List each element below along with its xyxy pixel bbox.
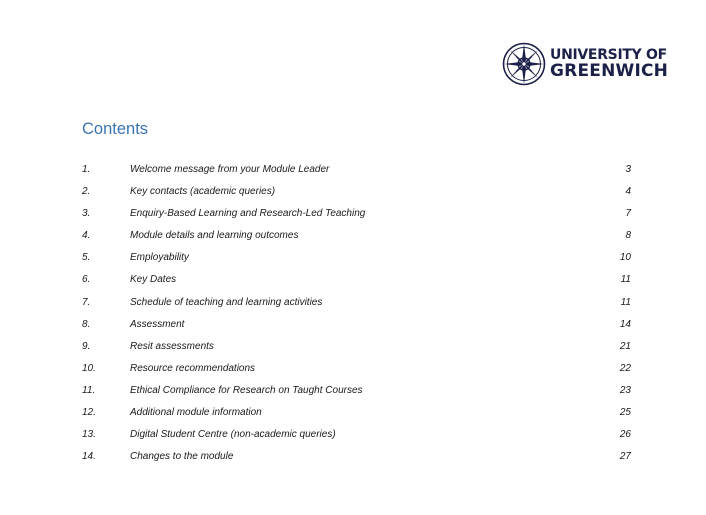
- toc-entry-page-number: 26: [619, 429, 631, 441]
- toc-entry[interactable]: [82, 446, 632, 468]
- toc-entry[interactable]: [82, 159, 632, 181]
- toc-entry-number: 9.: [82, 340, 91, 352]
- compass-rose-icon: [502, 42, 546, 86]
- toc-entry-title[interactable]: Key contacts (academic queries): [130, 186, 276, 198]
- toc-entry[interactable]: [82, 247, 632, 269]
- toc-entry-title[interactable]: Welcome message from your Module Leader: [130, 164, 330, 175]
- toc-entry-title[interactable]: Ethical Compliance for Research on Taught Courses: [130, 384, 363, 396]
- toc-entry-title[interactable]: Resit assessments: [130, 340, 214, 352]
- toc-entry-page-number: 25: [619, 407, 631, 419]
- toc-entry-number: 4.: [82, 230, 91, 242]
- toc-entry-number: 8.: [82, 318, 91, 330]
- toc-entry-title[interactable]: Employability: [130, 252, 189, 264]
- toc-entry[interactable]: [82, 292, 632, 314]
- toc-entry-number: 13.: [82, 429, 96, 441]
- toc-entry[interactable]: [82, 402, 632, 424]
- toc-entry-title[interactable]: Changes to the module: [130, 451, 234, 463]
- toc-entry-title[interactable]: Enquiry-Based Learning and Research-Led Teaching: [130, 208, 366, 220]
- toc-entry-number: 3.: [82, 208, 91, 220]
- toc-entry[interactable]: [82, 314, 632, 336]
- toc-entry-page-number: 23: [619, 384, 631, 396]
- toc-entry-title[interactable]: Additional module information: [130, 407, 262, 419]
- toc-entry-title[interactable]: Assessment: [130, 318, 185, 330]
- toc-entry-page-number: 22: [619, 362, 631, 374]
- toc-entry-number: 10.: [82, 362, 96, 374]
- toc-entry-number: 1.: [82, 164, 91, 175]
- toc-entry-page-number: 11: [620, 296, 631, 308]
- toc-entry-page-number: 8: [625, 230, 631, 242]
- toc-entry[interactable]: [82, 336, 632, 358]
- toc-entry-title[interactable]: Digital Student Centre (non-academic queries): [130, 429, 336, 441]
- table-of-contents: [82, 159, 632, 468]
- toc-entry-number: 2.: [82, 186, 91, 198]
- toc-entry-page-number: 3: [625, 164, 631, 175]
- toc-entry-number: 12.: [82, 407, 96, 419]
- logo-line-greenwich: GREENWICH: [550, 61, 669, 81]
- toc-entry[interactable]: [82, 181, 632, 203]
- toc-entry[interactable]: [82, 424, 632, 446]
- toc-entry[interactable]: [82, 358, 632, 380]
- toc-entry-title[interactable]: Key Dates: [130, 274, 177, 286]
- toc-entry[interactable]: [82, 269, 632, 291]
- logo-wordmark: [550, 48, 668, 79]
- toc-entry-number: 5.: [82, 252, 91, 264]
- toc-entry[interactable]: [82, 203, 632, 225]
- toc-entry-title[interactable]: Module details and learning outcomes: [130, 230, 299, 242]
- toc-entry-number: 6.: [82, 274, 91, 286]
- toc-entry-page-number: 21: [619, 340, 631, 352]
- toc-entry-number: 11.: [82, 384, 96, 396]
- contents-heading: Contents: [82, 120, 149, 138]
- toc-entry[interactable]: [82, 225, 632, 247]
- toc-entry-page-number: 11: [620, 274, 631, 286]
- toc-entry-page-number: 7: [625, 208, 631, 220]
- toc-entry-number: 7.: [82, 296, 91, 308]
- toc-entry-number: 14.: [82, 451, 96, 463]
- toc-entry[interactable]: [82, 380, 632, 402]
- toc-entry-page-number: 4: [625, 186, 631, 198]
- toc-entry-page-number: 14: [619, 318, 631, 330]
- toc-entry-title[interactable]: Schedule of teaching and learning activities: [130, 296, 323, 308]
- university-logo: [502, 42, 669, 86]
- toc-entry-title[interactable]: Resource recommendations: [130, 362, 256, 374]
- toc-entry-page-number: 10: [619, 252, 631, 264]
- toc-entry-page-number: 27: [619, 451, 631, 463]
- logo-line-university-of: UNIVERSITY OF: [550, 47, 667, 63]
